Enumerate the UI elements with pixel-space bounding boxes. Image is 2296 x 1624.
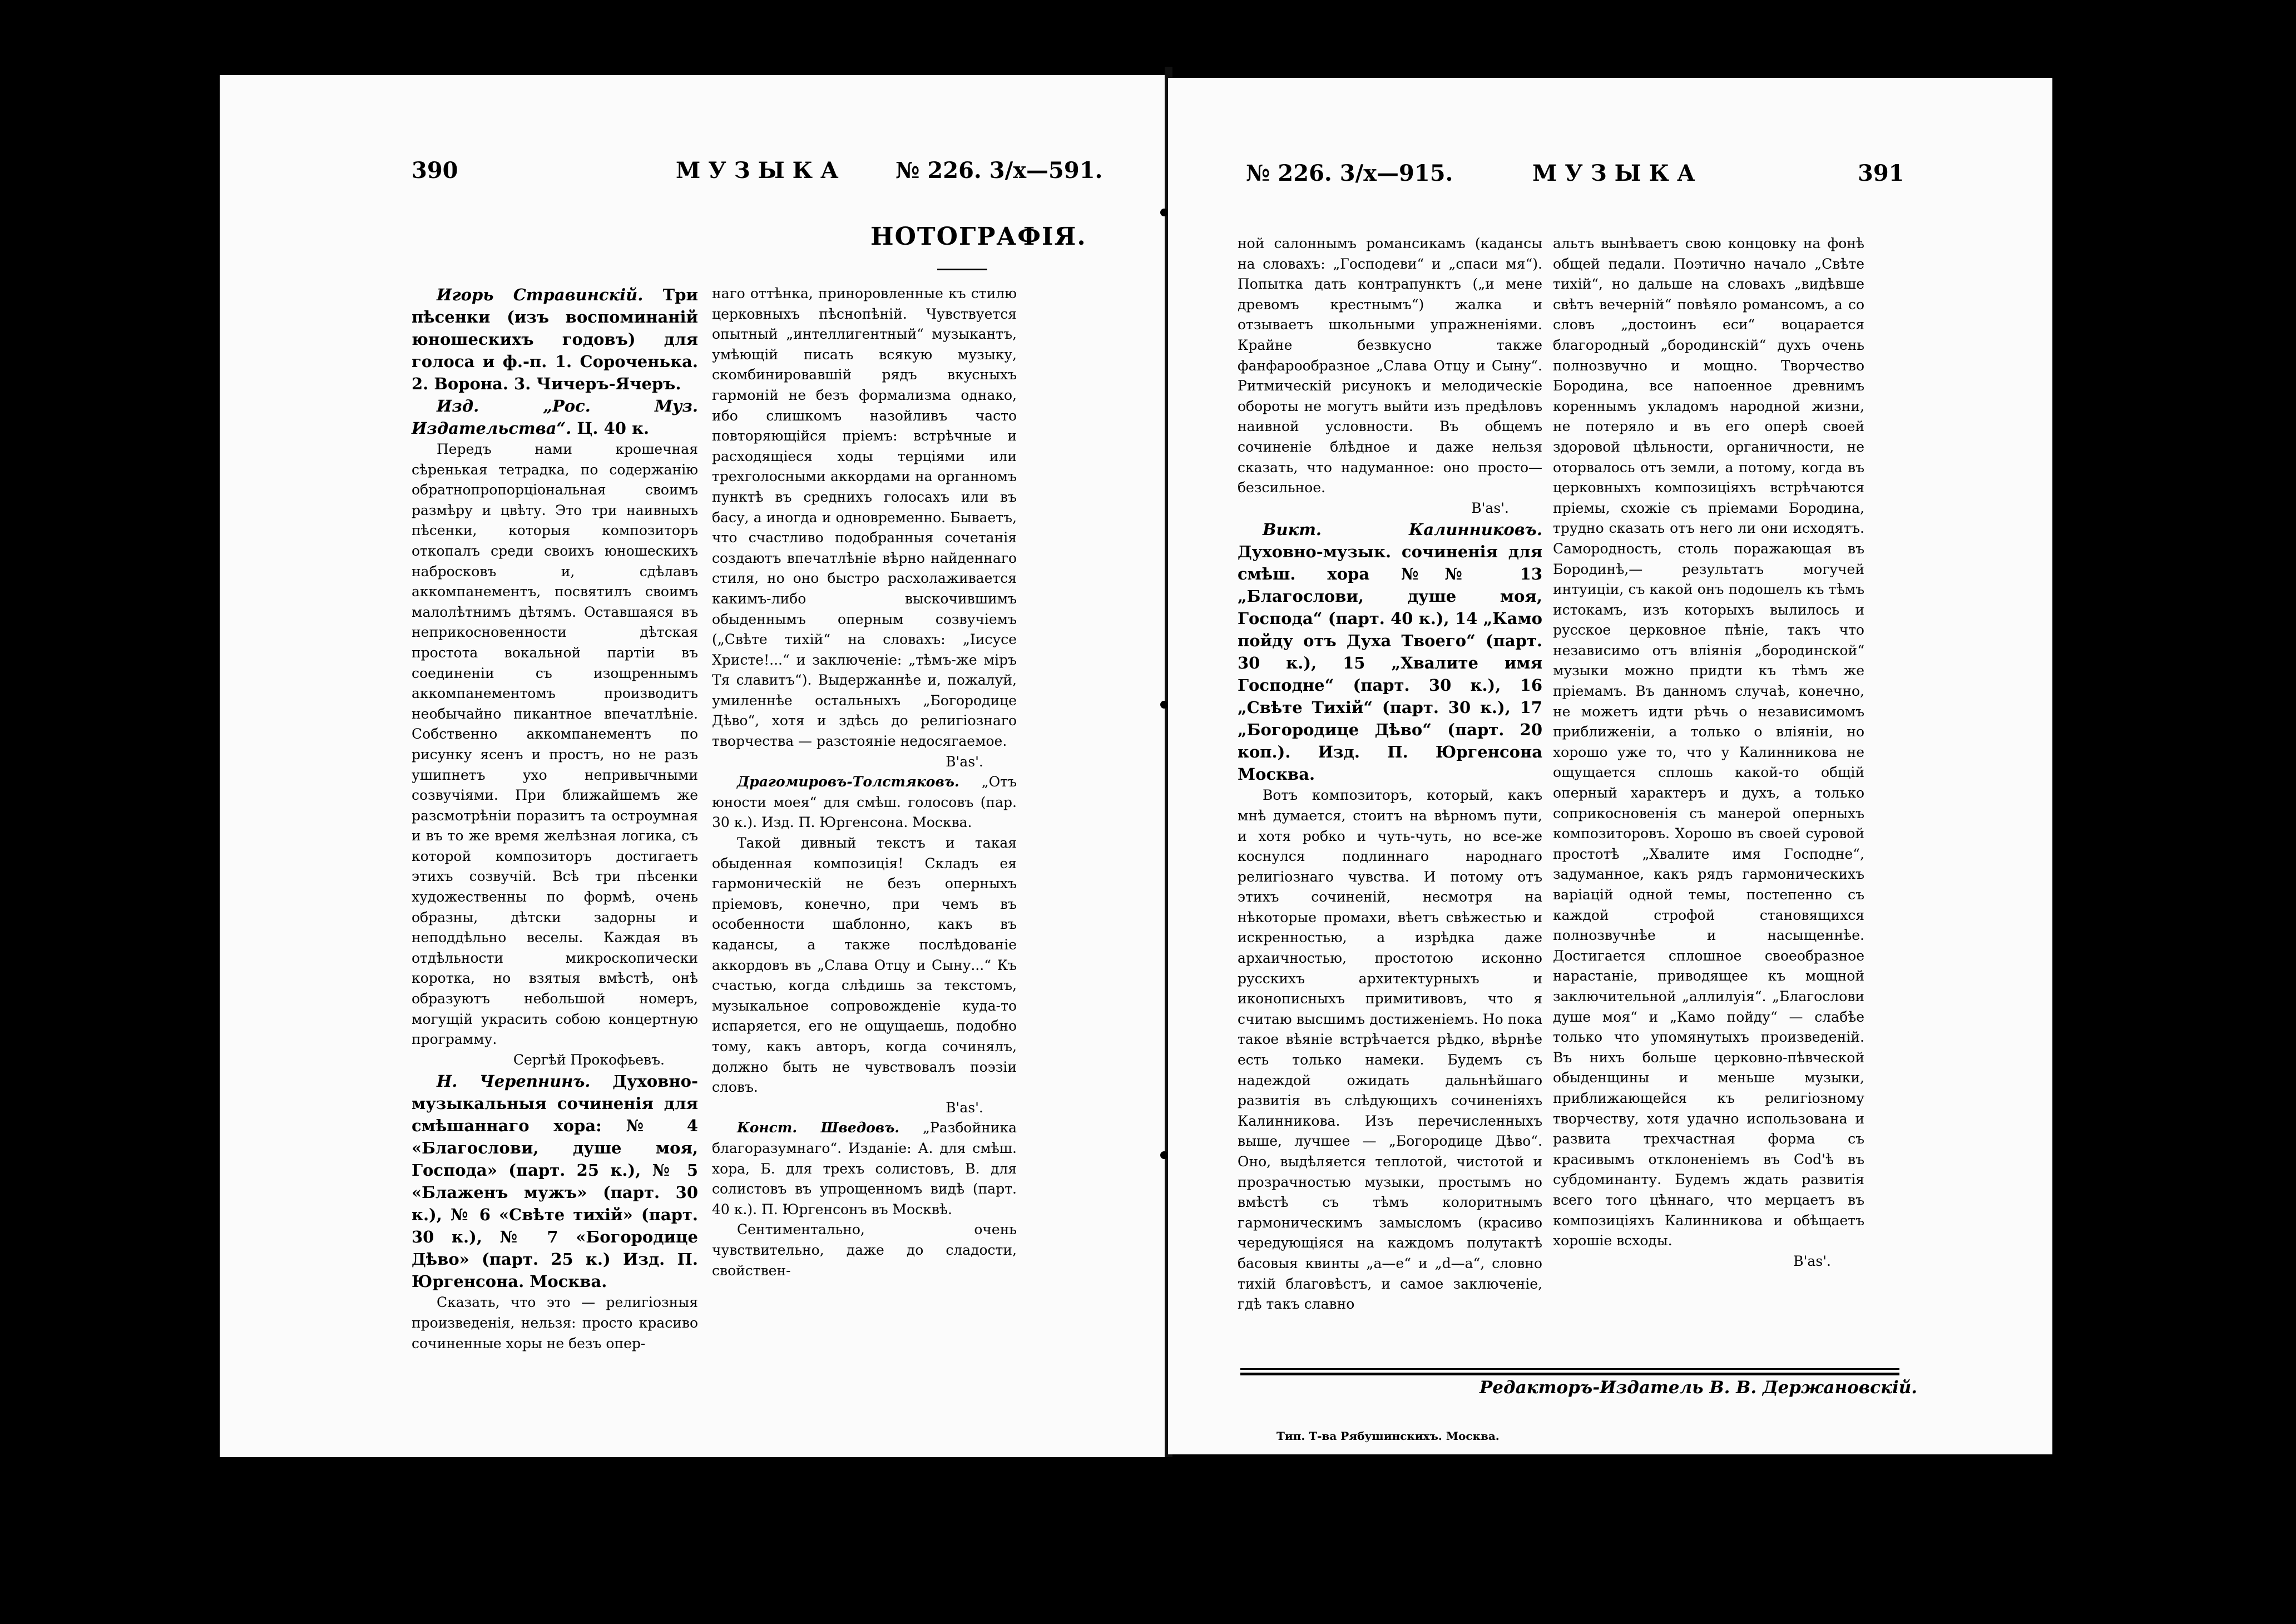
- left-page: [220, 75, 1165, 1457]
- review-entry: [712, 1118, 1017, 1220]
- review-entry: [712, 772, 1017, 833]
- printer-line: Тип. Т-ва Рябушинскихъ. Москва.: [1276, 1429, 1500, 1443]
- review-paragraph: Такой дивный текстъ и такая обыденная композиція! Складъ ея гармоническій не безъ оперныхъ пріемовъ, конечно, при чемъ въ особенности шаблонно, какъ въ кадансы, а также послѣдованіе аккордовъ въ „Слава Отцу и Сыну...“ Къ счастью, когда слѣдишь за текстомъ, музыкальное сопровожденіе куда-то испаряется, его не ощущаешь, подобно тому, какъ авторъ, когда сочинялъ, должно быть не чувствовалъ поэзіи словъ.: [712, 835, 1017, 1096]
- issue-number: № 226. 3/х—591.: [895, 157, 1103, 184]
- review-paragraph: ной салоннымъ романсикамъ (кадансы на словахъ: „Господеви“ и „спаси мя“). Попытка дать контрапунктъ („и мене древомъ крестнымъ“) жалка и отзываетъ школьными упражненіями. Крайне безвкусно также фанфарообразное „Слава Отцу и Сыну“. Ритмическій рисунокъ и мелодическіе обороты не могутъ выйти изъ предѣловъ наивной условности. Въ общемъ сочиненіе блѣдное и даже нельзя сказать, что надуманное: оно просто—безсильное.: [1238, 235, 1542, 496]
- review-signature: B'as'.: [946, 753, 983, 770]
- running-title: МУЗЫКА: [1532, 160, 1703, 186]
- review-author: Игорь Стравинскій.: [437, 285, 644, 304]
- review-title: Три пѣсенки (изъ воспоминаній юношескихъ годовъ) для голоса и ф.-п. 1. Сороченька. 2. Ворона. 3. Чичеръ-Ячеръ.: [412, 285, 698, 393]
- review-signature: B'as'.: [1471, 499, 1509, 516]
- footer-rule: [1240, 1368, 1899, 1370]
- review-paragraph: Сказать, что это — религіозныя произведенія, нельзя: просто красиво сочиненные хоры не безъ опер-: [412, 1294, 698, 1351]
- page-number: 390: [412, 157, 458, 184]
- review-title: Духовно-музыкальныя сочиненія для смѣшаннаго хора: № 4 «Благослови, душе моя, Господа» (парт. 25 к.), № 5 «Блаженъ мужъ» (парт. 30 к.), № 6 «Свѣте тихій» (парт. 30 к.), № 7 «Богородице Дѣво» (парт. 25 к.) Изд. П. Юргенсона. Москва.: [412, 1072, 698, 1291]
- review-paragraph: Вотъ композиторъ, который, какъ мнѣ думается, стоитъ на вѣрномъ пути, и хотя робко и чуть-чуть, но все-же коснулся подлиннаго народнаго религіознаго чувства. И потому отъ этихъ сочиненій, несмотря на нѣкоторые промахи, вѣетъ свѣжестью и искренностью, а изрѣдка даже архаичностью, простотою исконно русскихъ архитектурныхъ и иконописныхъ примитивовъ, что я считаю высшимъ достиженіемъ. Но пока такое вѣяніе встрѣчается рѣдко, вѣрнѣе есть только намеки. Будемъ съ надеждой ожидать дальнѣйшаго развитія въ слѣдующихъ сочиненіяхъ Калинникова. Изъ перечисленныхъ выше, лучшее — „Богородице Дѣво“. Оно, выдѣляется теплотой, чистотой и прозрачностью музыки, простымъ но вмѣстѣ съ тѣмъ колоритнымъ гармоническимъ замысломъ (красиво чередующіяся на каждомъ полутактѣ басовыя квинты „а—е“ и „d—a“, словно тихій благовѣстъ, и самое заключеніе, гдѣ такъ славно: [1238, 787, 1542, 1313]
- page-number: 391: [1858, 160, 1904, 186]
- review-signature: Сергѣй Прокофьевъ.: [513, 1051, 665, 1068]
- review-entry: [1238, 518, 1542, 785]
- review-author: Н. Черепнинъ.: [437, 1072, 591, 1091]
- review-author: Драгомировъ-Толстяковъ.: [737, 774, 959, 790]
- review-paragraph: Передъ нами крошечная сѣренькая тетрадка, по содержанію обратнопропорціональная своимъ размѣру и цвѣту. Это три наивныхъ пѣсенки, которыя композиторъ откопалъ среди своихъ юношескихъ набросковъ и, сдѣлавъ аккомпанементъ, посвятилъ своимъ малолѣтнимъ дѣтямъ. Оставшаяся въ неприкосновенности дѣтская простота вокальной партіи въ соединеніи съ изощреннымъ аккомпанементомъ производитъ необычайно пикантное впечатлѣніе. Собственно аккомпанементъ по рисунку ясенъ и простъ, но не разъ ушипнетъ ухо непривычными созвучіями. При ближайшемъ же разсмотрѣніи поразитъ та остроумная и въ то же время желѣзная логика, съ которой композиторъ достигаетъ этихъ созвучій. Всѣ три пѣсенки художественны по формѣ, очень образны, дѣтски задорны и неподдѣльно веселы. Каждая въ отдѣльности микроскопически коротка, но взятыя вмѣстѣ, онѣ образуютъ небольшой номеръ, могущій украсить собою концертную программу.: [412, 441, 698, 1048]
- review-title: Духовно-музык. сочиненія для смѣш. хора №№ 13 „Благослови, душе моя, Господа“ (парт. 40 к.), 14 „Камо пойду отъ Духа Твоего“ (парт. 30 к.), 15 „Хвалите имя Господне“ (парт. 30 к.), 16 „Свѣте Тихій“ (парт. 30 к.), 17 „Богородице Дѣво“ (парт. 20 коп.). Изд. П. Юргенсона Москва.: [1238, 542, 1542, 784]
- binding-mark: [1160, 701, 1168, 709]
- running-title: МУЗЫКА: [676, 157, 847, 184]
- right-column-1: [1238, 234, 1542, 1315]
- review-paragraph: альтъ вынѣваетъ свою концовку на фонѣ общей педали. Поэтично начало „Свѣте тихій“, но дальше на словахъ „видѣвше свѣтъ вечерній“ повѣяло романсомъ, а со словъ „достоинъ еси“ воцарается благородный „бородинскій“ духъ очень полнозвучно и мощно. Творчество Бородина, все напоенное древнимъ кореннымъ укладомъ народной жизни, не потеряло и въ его оперѣ своей здоровой цѣльности, органичности, не оторвалось отъ земли, а потому, когда въ церковныхъ композиціяхъ встрѣчаются пріемы, схожіе съ пріемами Бородина, трудно сказать отъ него ли они исходятъ. Самородность, столь поражающая въ Бородинѣ,— результатъ могучей интуиціи, съ какой онъ подошелъ къ тѣмъ истокамъ, изъ которыхъ вылилось и русское церковное пѣніе, такъ что независимо отъ вліянія „бородинской“ музыки можно придти къ тѣмъ же пріемамъ. Въ данномъ случаѣ, конечно, не можетъ идти рѣчь о независимомъ приближеніи, а только о вліяніи, но хорошо уже то, что у Калинникова не ощущается сплошь какой-то общій оперный характеръ и духъ, а только соприкосновенія съ манерой оперныхъ композиторовъ. Хорошо въ своей суровой простотѣ „Хвалите имя Господне“, задуманное, какъ рядъ гармоническихъ варіацій одной темы, постепенно съ каждой строфой становящихся полнозвучнѣе и насыщеннѣе. Достигается сплошное своеобразное нарастаніе, приводящее къ мощной заключительной „аллилуія“. „Благослови душе моя“ и „Камо пойду“ — слабѣе только что упомянутыхъ произведеній. Въ нихъ больше церковно-пѣвческой обыденщины и меньше музыки, приближающейся къ религіозному творчеству, хотя удачно использована и развита трехчастная форма съ красивымъ отклоненіемъ въ Cod'ѣ въ субдоминанту. Будемъ ждать развитія всего того цѣннаго, что мерцаетъ въ композиціяхъ Калинникова и обѣщаетъ хорошіе всходы.: [1553, 235, 1864, 1249]
- binding-mark: [1160, 209, 1168, 216]
- right-page-header: [1168, 160, 2052, 205]
- review-entry: [412, 395, 698, 439]
- editor-publisher: Редакторъ-Издатель В. В. Держановскій.: [1479, 1378, 1918, 1398]
- binding-mark: [1160, 1151, 1168, 1159]
- review-title: „Разбойника благоразумнаго“. Изданіе: А. для смѣш. хора, Б. для трехъ солистовъ, В. для солистовъ въ упрощенномъ видѣ (парт. 40 к.). П. Юргенсонъ въ Москвѣ.: [712, 1120, 1017, 1217]
- right-page: [1168, 78, 2052, 1454]
- review-paragraph: Сентиментально, очень чувствительно, даже до сладости, свойствен-: [712, 1221, 1017, 1279]
- review-author: Изд. „Рос. Муз. Издательства“.: [412, 397, 698, 438]
- footer-rule-thick: [1240, 1373, 1899, 1375]
- review-signature: B'as'.: [1793, 1252, 1831, 1269]
- review-author: Викт. Калинниковъ.: [1263, 520, 1542, 539]
- review-signature: B'as'.: [946, 1099, 983, 1116]
- review-author: Конст. Шведовъ.: [737, 1120, 900, 1136]
- review-entry: [412, 284, 698, 395]
- review-paragraph: наго оттѣнка, приноровленные къ стилю церковныхъ пѣснопѣній. Чувствуется опытный „интеллигентный“ музыкантъ, умѣющій писать всякую музыку, скомбинировавшій рядъ вкусныхъ гармоній не безъ формализма однако, ибо слишкомъ назойливъ часто повторяющійся пріемъ: встрѣчные и расходящіеся ходы терціями или трехголосными аккордами на органномъ пунктѣ въ среднихъ голосахъ или въ басу, а иногда и одновременно. Бываетъ, что счастливо подобранныя сочетанія создаютъ впечатлѣніе вѣрно найденнаго стиля, но оно быстро расхолаживается какимъ-либо выскочившимъ обыденнымъ оперным созвучіемъ („Свѣте тихій“ на словахъ: „Іисусе Христе!...“ и заключеніе: „тѣмъ-же міръ Тя славитъ“). Выдержаннѣе и, пожалуй, умиленнѣе остальныхъ „Богородице Дѣво“, хотя и здѣсь до религіознаго творчества — разстояніе недосягаемое.: [712, 285, 1017, 750]
- left-page-header: [220, 157, 1165, 202]
- left-column-1: [412, 284, 698, 1354]
- left-column-2: [712, 284, 1017, 1281]
- issue-number: № 226. 3/х—915.: [1246, 160, 1453, 186]
- review-title: Ц. 40 к.: [571, 419, 650, 438]
- section-heading: НОТОГРАФІЯ.: [870, 222, 1087, 251]
- heading-rule: [937, 269, 987, 270]
- review-title: „Отъ юности моея“ для смѣш. голосовъ (пар. 30 к.). Изд. П. Юргенсона. Москва.: [712, 774, 1017, 831]
- review-entry: [412, 1070, 698, 1293]
- right-column-2: [1553, 234, 1864, 1271]
